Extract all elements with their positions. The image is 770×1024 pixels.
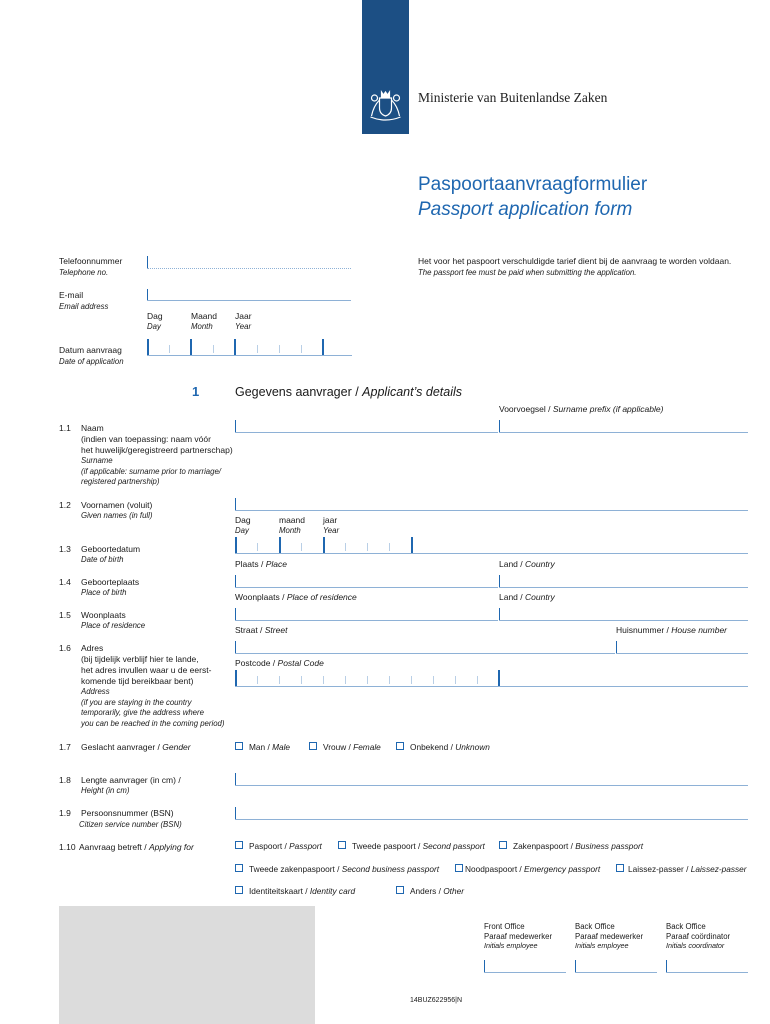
height-label-en: Height (in cm) <box>81 786 130 795</box>
front-office-label: Front Office Paraaf medewerker Initials employee <box>484 922 553 950</box>
telephone-field[interactable] <box>147 268 351 269</box>
gender-male-checkbox[interactable] <box>235 742 243 750</box>
front-office-initials-field[interactable] <box>484 972 566 973</box>
bsn-field-marker <box>235 807 236 819</box>
birthplace-field[interactable] <box>235 587 498 588</box>
street-field[interactable] <box>235 653 615 654</box>
postcode-label: Postcode / Postal Code <box>235 658 324 668</box>
residence-field-marker <box>235 608 236 620</box>
option-second-passport-checkbox[interactable] <box>338 841 346 849</box>
field-number: 1.4 <box>59 577 71 587</box>
gender-unknown-label: Onbekend / Unknown <box>410 742 490 752</box>
house-number-label: Huisnummer / House number <box>616 625 728 635</box>
gender-female-checkbox[interactable] <box>309 742 317 750</box>
given-names-field-marker <box>235 498 236 510</box>
field-number: 1.6 <box>59 643 71 653</box>
back-office-initials-marker <box>575 960 576 972</box>
residence-country-field-marker <box>499 608 500 620</box>
gender-unknown-checkbox[interactable] <box>396 742 404 750</box>
section-number: 1 <box>192 384 200 399</box>
option-business-passport-checkbox[interactable] <box>499 841 507 849</box>
field-number: 1.3 <box>59 544 71 554</box>
email-label: E-mail <box>59 290 84 300</box>
dob-jaar-label-en: Year <box>323 526 340 535</box>
form-code: 14BUZ622956|N <box>410 997 463 1004</box>
prefix-label: Voorvoegsel / Surname prefix (if applicable) <box>499 404 664 414</box>
option-second-business-checkbox[interactable] <box>235 864 243 872</box>
ministry-name: Ministerie van Buitenlandse Zaken <box>418 90 608 105</box>
back-office-coordinator-label: Back Office Paraaf coördinator Initials coordinator <box>666 922 731 950</box>
birthplace-field-marker <box>235 575 236 587</box>
coordinator-initials-field[interactable] <box>666 972 748 973</box>
street-label: Straat / Street <box>235 625 288 635</box>
form-title-en: Passport application form <box>418 199 633 220</box>
height-field[interactable] <box>235 785 748 786</box>
dob-label: Geboortedatum <box>81 544 141 554</box>
surname-field[interactable] <box>235 432 498 433</box>
option-passport-label: Paspoort / Passport <box>249 841 322 851</box>
dob-dag-label-en: Day <box>235 526 249 535</box>
field-number: 1.1 <box>59 423 71 433</box>
bsn-label-en: Citizen service number (BSN) <box>79 820 182 829</box>
field-number: 1.2 <box>59 500 71 510</box>
option-laissez-passer-label: Laissez-passer / Laissez-passer <box>628 864 747 874</box>
telefoon-label-en: Telephone no. <box>59 268 109 277</box>
photo-area <box>59 906 315 1024</box>
birthplace-label-en: Place of birth <box>81 588 127 597</box>
front-office-initials-marker <box>484 960 485 972</box>
birth-country-field[interactable] <box>499 587 748 588</box>
maand-label-en: Month <box>191 322 213 331</box>
telephone-field-marker <box>147 256 148 268</box>
option-identity-card-label: Identiteitskaart / Identity card <box>249 886 356 896</box>
surname-label: Naam (indien van toepassing: naam vóór het huwelijk/geregistreerd partnerschap) Surname (if applicable: surname prior to marriage/ registered partnership) <box>81 423 233 486</box>
birth-country-field-marker <box>499 575 500 587</box>
option-identity-card-checkbox[interactable] <box>235 886 243 894</box>
surname-prefix-field[interactable] <box>499 432 748 433</box>
dob-maand-label-en: Month <box>279 526 301 535</box>
telefoon-label: Telefoonnummer <box>59 256 123 266</box>
option-emergency-label: Noodpaspoort / Emergency passport <box>465 864 601 874</box>
back-office-label: Back Office Paraaf medewerker Initials employee <box>575 922 644 950</box>
residence-label-en: Place of residence <box>81 621 146 630</box>
jaar-label: Jaar <box>235 311 252 321</box>
residence-label: Woonplaats <box>81 610 126 620</box>
field-number: 1.8 <box>59 775 71 785</box>
dag-label-en: Day <box>147 322 161 331</box>
given-names-label-en: Given names (in full) <box>81 511 153 520</box>
gender-label: Geslacht aanvrager / Gender <box>81 742 191 752</box>
residence-country-field[interactable] <box>499 620 748 621</box>
email-field[interactable] <box>147 300 351 301</box>
height-label: Lengte aanvrager (in cm) / <box>81 775 181 785</box>
house-number-field[interactable] <box>616 653 748 654</box>
field-number: 1.7 <box>59 742 71 752</box>
place-label: Plaats / Place <box>235 559 287 569</box>
fee-note-nl: Het voor het paspoort verschuldigde tarief dient bij de aanvraag te worden voldaan. <box>418 256 732 266</box>
dag-label: Dag <box>147 311 163 321</box>
field-number: 1.9 <box>59 808 71 818</box>
form-title-nl: Paspoortaanvraagformulier <box>418 174 648 195</box>
prefix-field-marker <box>499 420 500 432</box>
datum-aanvraag-label-en: Date of application <box>59 357 124 366</box>
residence-place-label: Woonplaats / Place of residence <box>235 592 357 602</box>
postcode-field[interactable] <box>235 670 748 687</box>
coat-of-arms-icon <box>365 86 406 126</box>
given-names-field[interactable] <box>235 510 748 511</box>
dob-label-en: Date of birth <box>81 555 124 564</box>
bsn-label: Persoonsnummer (BSN) <box>81 808 174 818</box>
field-number: 1.10 <box>59 842 76 852</box>
date-of-birth-field[interactable] <box>235 537 748 554</box>
coordinator-initials-marker <box>666 960 667 972</box>
option-other-label: Anders / Other <box>410 886 464 896</box>
dob-dag-label: Dag <box>235 515 251 525</box>
dob-maand-label: maand <box>279 515 305 525</box>
option-laissez-passer-checkbox[interactable] <box>616 864 624 872</box>
datum-aanvraag-label: Datum aanvraag <box>59 345 122 355</box>
gender-female-label: Vrouw / Female <box>323 742 381 752</box>
house-number-field-marker <box>616 641 617 653</box>
applying-for-label: Aanvraag betreft / Applying for <box>79 842 194 852</box>
option-business-passport-label: Zakenpaspoort / Business passport <box>513 841 644 851</box>
option-passport-checkbox[interactable] <box>235 841 243 849</box>
option-other-checkbox[interactable] <box>396 886 404 894</box>
section-title: Gegevens aanvrager / Applicant’s details <box>235 385 463 399</box>
option-emergency-checkbox[interactable] <box>455 864 463 872</box>
back-office-initials-field[interactable] <box>575 972 657 973</box>
jaar-label-en: Year <box>235 322 252 331</box>
email-label-en: Email address <box>59 302 109 311</box>
residence-country-label: Land / Country <box>499 592 555 602</box>
option-second-business-label: Tweede zakenpaspoort / Second business passport <box>249 864 440 874</box>
fee-note-en: The passport fee must be paid when submitting the application. <box>418 268 637 277</box>
address-label: Adres (bij tijdelijk verblijf hier te lande, het adres invullen waar u de eerst- komende tijd bereikbaar bent) Address (if you are staying in the country temporarily, give the address where you can be reached in the coming period) <box>81 643 225 728</box>
height-field-marker <box>235 773 236 785</box>
maand-label: Maand <box>191 311 217 321</box>
street-field-marker <box>235 641 236 653</box>
country-label: Land / Country <box>499 559 555 569</box>
option-second-passport-label: Tweede paspoort / Second passport <box>352 841 485 851</box>
residence-field[interactable] <box>235 620 498 621</box>
gender-male-label: Man / Male <box>249 742 291 752</box>
bsn-field[interactable] <box>235 819 748 820</box>
application-date-field[interactable] <box>147 339 352 356</box>
dob-jaar-label: jaar <box>323 515 338 525</box>
given-names-label: Voornamen (voluit) <box>81 500 153 510</box>
birthplace-label: Geboorteplaats <box>81 577 140 587</box>
surname-field-marker <box>235 420 236 432</box>
field-number: 1.5 <box>59 610 71 620</box>
